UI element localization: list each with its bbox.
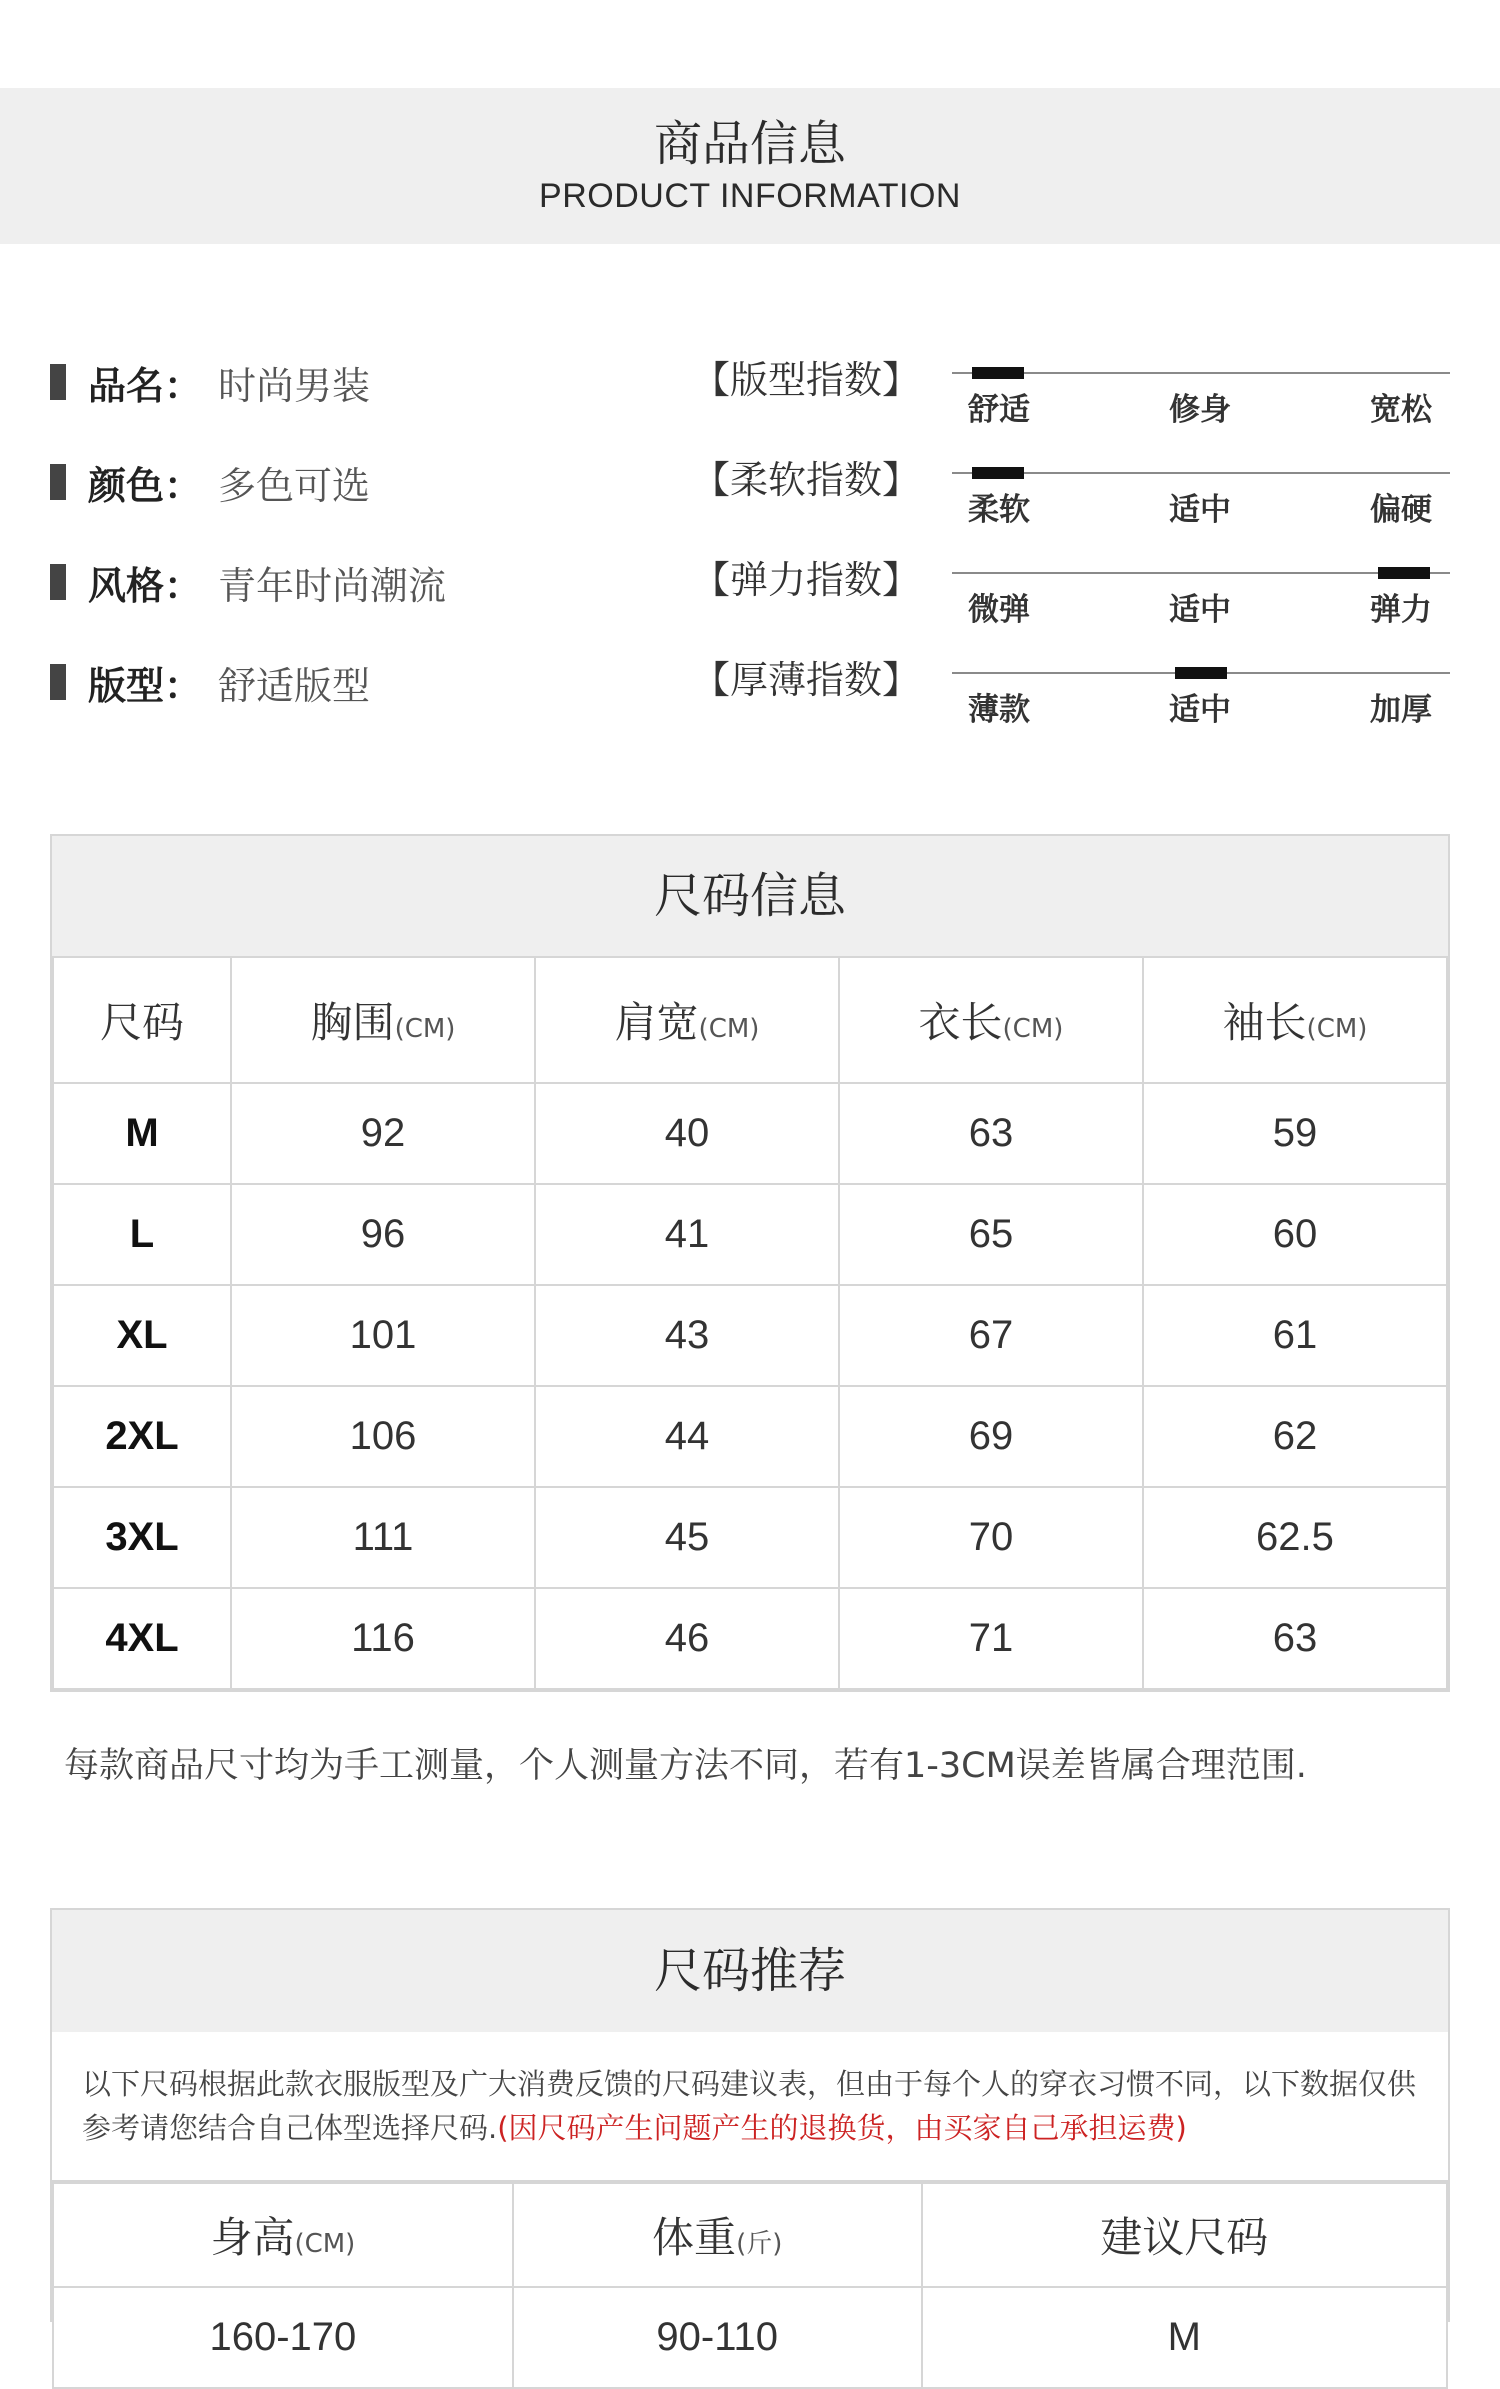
elasticity-index-label: 【弹力指数】	[692, 558, 921, 602]
scale-label-mid: 适中	[1169, 592, 1231, 628]
shoulder-cell: 43	[535, 1285, 839, 1386]
chest-cell: 111	[231, 1487, 535, 1588]
banner-title-en: PRODUCT INFORMATION	[539, 177, 961, 215]
scale-label-high: 偏硬	[1370, 492, 1432, 528]
attribute-label: 颜色：	[88, 463, 203, 508]
table-row	[53, 1487, 1447, 1588]
size-cell: M	[53, 1083, 231, 1184]
scale-line	[952, 472, 1450, 474]
size-table-header-row	[53, 957, 1447, 1083]
table-row	[53, 1083, 1447, 1184]
size-info-panel	[50, 834, 1450, 1692]
size-cell: L	[53, 1184, 231, 1285]
recommend-header-row	[53, 2183, 1447, 2287]
attribute-value: 青年时尚潮流	[218, 563, 447, 608]
attribute-value: 多色可选	[218, 463, 371, 508]
chest-cell: 92	[231, 1083, 535, 1184]
weight-column-header	[513, 2183, 922, 2287]
header-label: 尺码	[99, 998, 184, 1047]
attribute-row-color	[50, 452, 370, 512]
length-cell: 67	[839, 1285, 1143, 1386]
scale-label-high: 宽松	[1370, 392, 1432, 428]
recommend-description	[52, 2032, 1448, 2182]
shoulder-cell: 40	[535, 1083, 839, 1184]
scale-label-high: 弹力	[1370, 592, 1432, 628]
header-unit: (斤)	[736, 2229, 783, 2259]
thickness-index-scale	[952, 662, 1450, 732]
table-row	[53, 2287, 1447, 2388]
header-label: 衣长	[918, 998, 1003, 1047]
header-unit: (CM)	[1002, 1014, 1064, 1044]
table-row	[53, 1588, 1447, 1689]
scale-marker	[972, 467, 1024, 479]
scale-label-low: 舒适	[968, 392, 1030, 428]
header-label: 体重	[652, 2213, 737, 2262]
softness-index-scale	[952, 462, 1450, 532]
table-row	[53, 1285, 1447, 1386]
header-label: 胸围	[310, 998, 395, 1047]
scale-label-mid: 适中	[1169, 492, 1231, 528]
sleeve-cell: 62.5	[1143, 1487, 1447, 1588]
scale-label-low: 微弹	[968, 592, 1030, 628]
bullet-bar	[50, 564, 66, 600]
softness-index-label: 【柔软指数】	[692, 458, 921, 502]
sleeve-cell: 59	[1143, 1083, 1447, 1184]
sleeve-column-header	[1143, 957, 1447, 1083]
scale-label-low: 柔软	[968, 492, 1030, 528]
length-column-header	[839, 957, 1143, 1083]
attribute-label: 风格：	[88, 563, 203, 608]
chest-cell: 116	[231, 1588, 535, 1689]
attribute-row-style	[50, 552, 446, 612]
bullet-bar	[50, 664, 66, 700]
table-row	[53, 1386, 1447, 1487]
attribute-value: 舒适版型	[218, 663, 371, 708]
chest-cell: 106	[231, 1386, 535, 1487]
header-label: 袖长	[1222, 998, 1307, 1047]
bullet-bar	[50, 364, 66, 400]
scale-label-high: 加厚	[1370, 692, 1432, 728]
header-label: 建议尺码	[1100, 2213, 1269, 2262]
size-table	[52, 956, 1448, 1690]
attribute-value: 时尚男装	[218, 363, 371, 408]
height-cell: 160-170	[53, 2287, 513, 2388]
shoulder-cell: 44	[535, 1386, 839, 1487]
shoulder-cell: 45	[535, 1487, 839, 1588]
recommend-table	[52, 2182, 1448, 2389]
measurement-note: 每款商品尺寸均为手工测量，个人测量方法不同，若有1-3CM误差皆属合理范围.	[64, 1746, 1307, 1786]
header-label: 身高	[210, 2213, 295, 2262]
fit-index-scale	[952, 362, 1450, 432]
attribute-row-name	[50, 352, 370, 412]
size-cell: 2XL	[53, 1386, 231, 1487]
scale-marker	[972, 367, 1024, 379]
size-cell: 4XL	[53, 1588, 231, 1689]
scale-marker	[1175, 667, 1227, 679]
suggested-size-cell: M	[922, 2287, 1447, 2388]
header-unit: (CM)	[698, 1014, 760, 1044]
chest-cell: 96	[231, 1184, 535, 1285]
sleeve-cell: 60	[1143, 1184, 1447, 1285]
height-column-header	[53, 2183, 513, 2287]
size-recommend-title: 尺码推荐	[52, 1910, 1448, 2032]
chest-column-header	[231, 957, 535, 1083]
sleeve-cell: 62	[1143, 1386, 1447, 1487]
scale-label-low: 薄款	[968, 692, 1030, 728]
chest-cell: 101	[231, 1285, 535, 1386]
size-cell: XL	[53, 1285, 231, 1386]
scale-label-mid: 修身	[1169, 392, 1231, 428]
size-info-title: 尺码信息	[52, 836, 1448, 956]
sleeve-cell: 63	[1143, 1588, 1447, 1689]
header-label: 肩宽	[614, 998, 699, 1047]
size-column-header	[53, 957, 231, 1083]
attribute-label: 版型：	[88, 663, 203, 708]
table-row	[53, 1184, 1447, 1285]
fit-index-label: 【版型指数】	[692, 358, 921, 402]
scale-line	[952, 572, 1450, 574]
length-cell: 63	[839, 1083, 1143, 1184]
length-cell: 70	[839, 1487, 1143, 1588]
return-policy-warning: (因尺码产生问题产生的退换货，由买家自己承担运费)	[497, 2111, 1187, 2145]
attribute-label: 品名：	[88, 363, 203, 408]
header-unit: (CM)	[1306, 1014, 1368, 1044]
recommend-desc-text: 以下尺码根据此款衣服版型及广大消费反馈的尺码建议表，但由于每个人的穿衣习惯不同，以下数据仅供参考请您结合自己体型选择尺码.	[82, 2067, 1417, 2145]
weight-cell: 90-110	[513, 2287, 922, 2388]
banner-title-cn: 商品信息	[653, 116, 846, 172]
shoulder-column-header	[535, 957, 839, 1083]
scale-marker	[1378, 567, 1430, 579]
shoulder-cell: 46	[535, 1588, 839, 1689]
elasticity-index-scale	[952, 562, 1450, 632]
header-unit: (CM)	[394, 1014, 456, 1044]
header-unit: (CM)	[294, 2229, 356, 2259]
product-info-banner	[0, 88, 1500, 244]
shoulder-cell: 41	[535, 1184, 839, 1285]
length-cell: 69	[839, 1386, 1143, 1487]
thickness-index-label: 【厚薄指数】	[692, 658, 921, 702]
size-cell: 3XL	[53, 1487, 231, 1588]
length-cell: 65	[839, 1184, 1143, 1285]
scale-label-mid: 适中	[1169, 692, 1231, 728]
sleeve-cell: 61	[1143, 1285, 1447, 1386]
suggested-size-column-header	[922, 2183, 1447, 2287]
length-cell: 71	[839, 1588, 1143, 1689]
bullet-bar	[50, 464, 66, 500]
size-recommend-panel	[50, 1908, 1450, 2359]
scale-line	[952, 372, 1450, 374]
attribute-row-fit	[50, 652, 370, 712]
